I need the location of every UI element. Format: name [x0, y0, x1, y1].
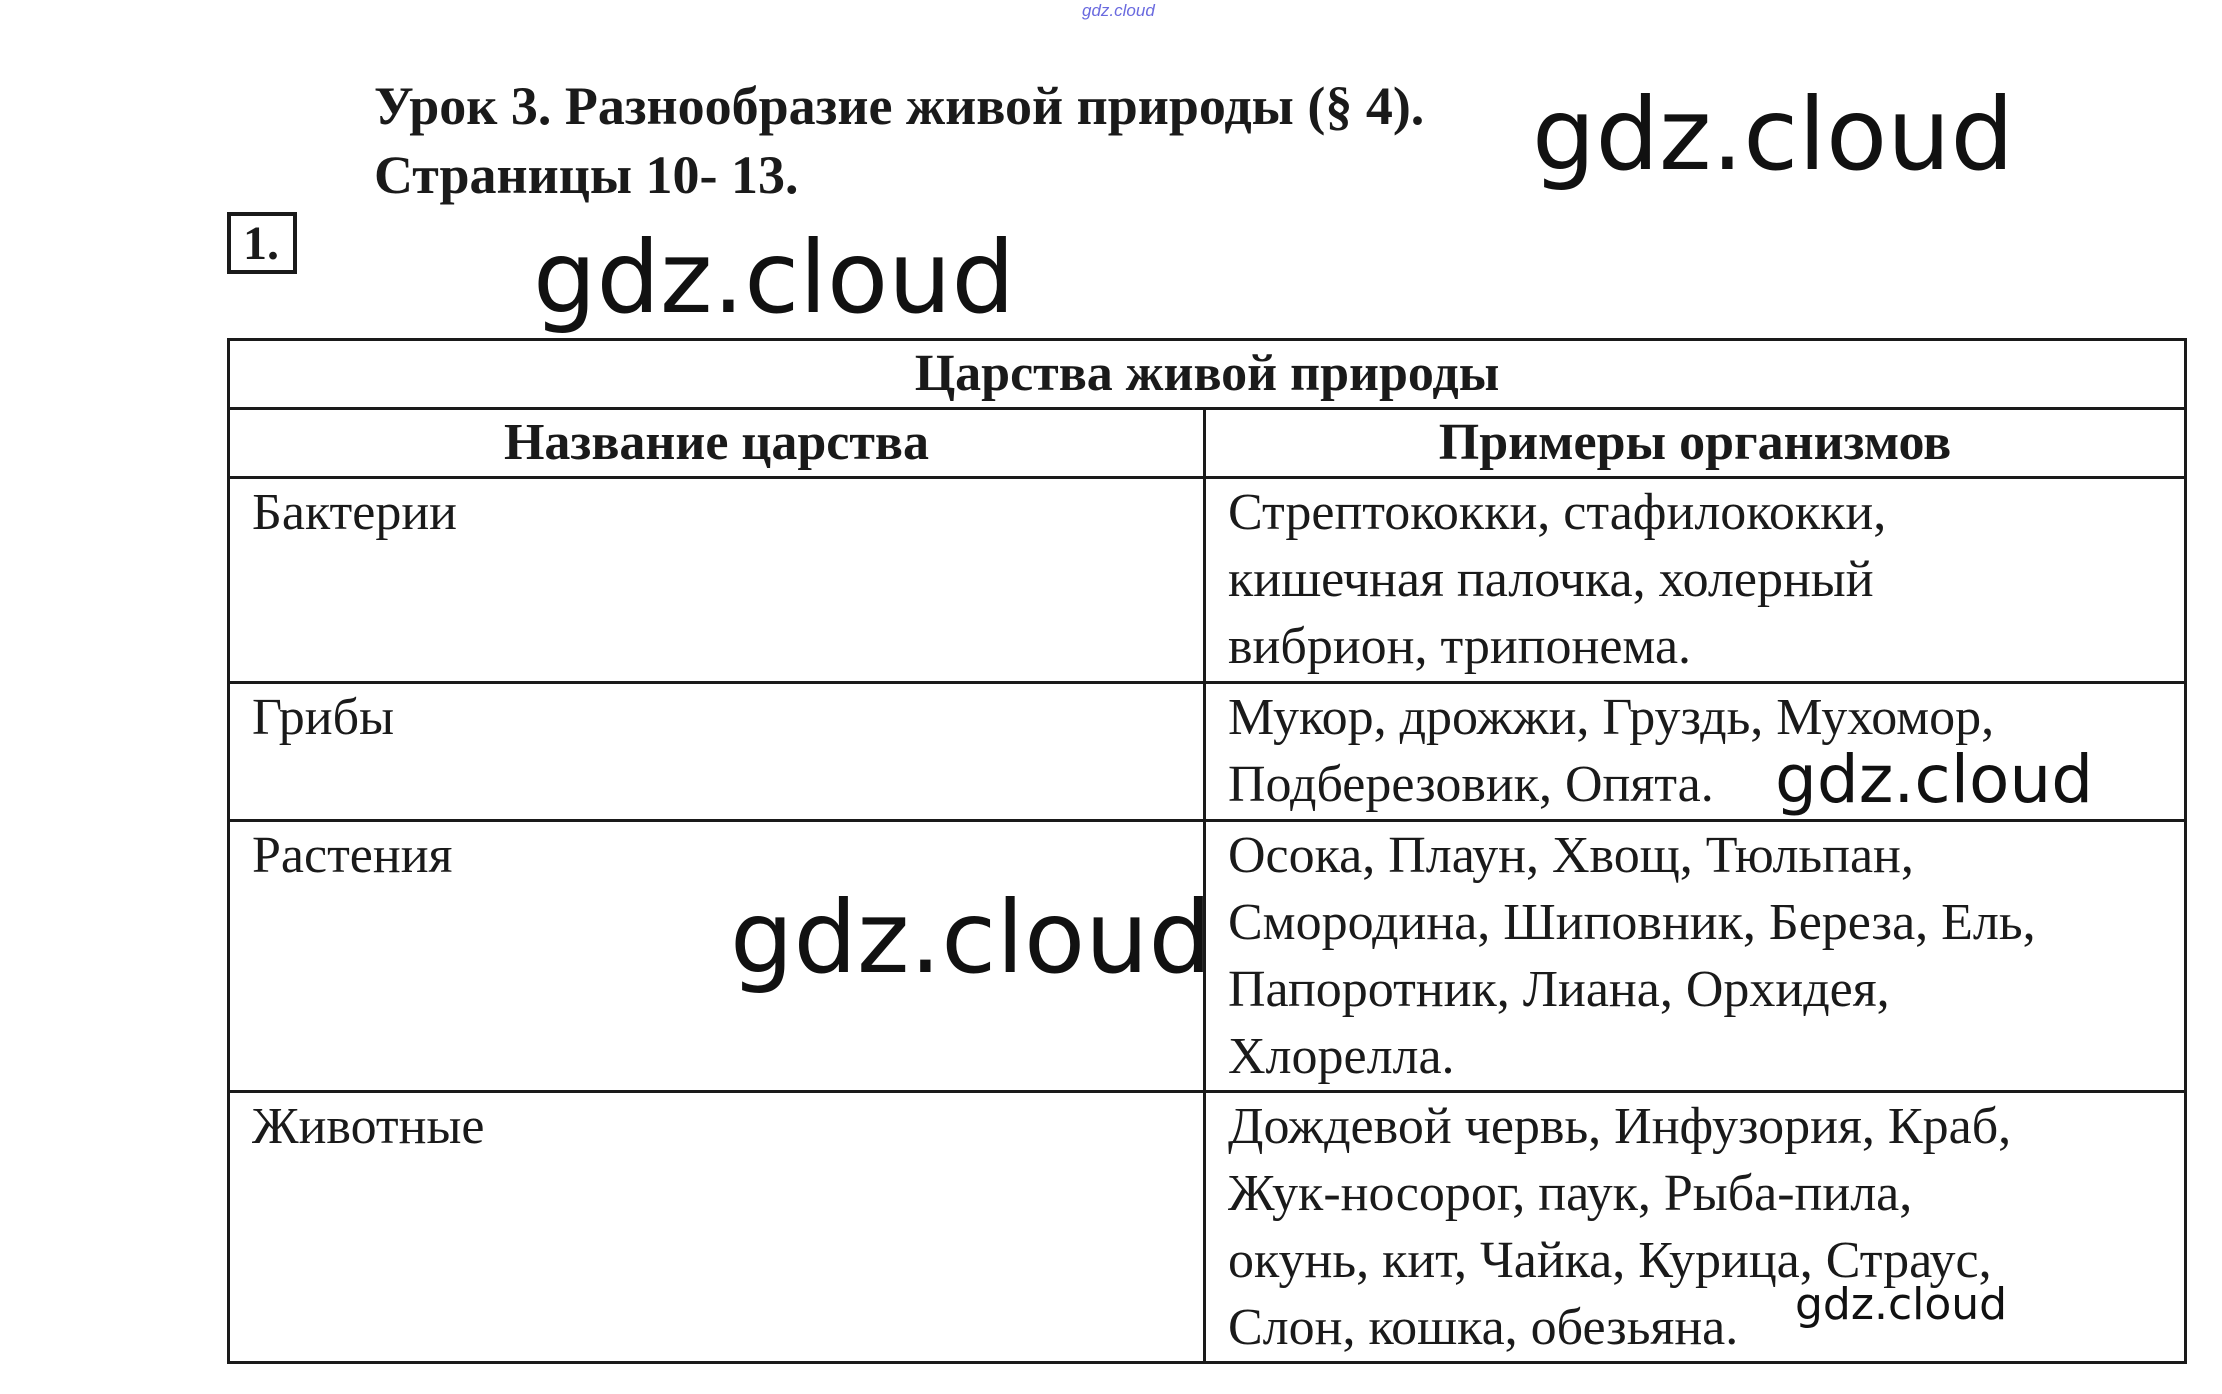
examples-line: Папоротник, Лиана, Орхидея, [1228, 961, 1890, 1018]
examples-cell [1205, 821, 2186, 1092]
watermark-text: gdz.cloud [1532, 76, 2015, 193]
examples-line: окунь, кит, Чайка, Курица, Страус, [1228, 1232, 1992, 1289]
examples-line: Слон, кошка, обезьяна. [1228, 1299, 1739, 1356]
table-title-row [229, 340, 2186, 409]
examples-line: Хлорелла. [1228, 1028, 1455, 1085]
examples-line: кишечная палочка, холерный [1228, 551, 1874, 608]
top-watermark-text: gdz.cloud [1082, 1, 1155, 20]
column-header-kingdom: Название царства [229, 409, 1205, 478]
examples-line: вибрион, трипонема. [1228, 618, 1692, 675]
lesson-title [374, 72, 1424, 210]
lesson-title-line-1: Урок 3. Разнообразие живой природы (§ 4). [374, 76, 1425, 136]
examples-line: Осока, Плаун, Хвощ, Тюльпан, [1228, 827, 1914, 884]
kingdom-name-cell: Растения [229, 821, 1205, 1092]
table-row [229, 478, 2186, 683]
examples-line: Мукор, дрожжи, Груздь, Мухомор, [1228, 689, 1995, 746]
lesson-pages-line: Страницы 10- 13. [374, 145, 799, 205]
kingdom-name-cell: Животные [229, 1092, 1205, 1363]
kingdoms-table [227, 338, 2187, 1364]
column-header-examples: Примеры организмов [1205, 409, 2186, 478]
table-header-row [229, 409, 2186, 478]
examples-cell [1205, 1092, 2186, 1363]
examples-line: Стрептококки, стафилококки, [1228, 484, 1887, 541]
table-title: Царства живой природы [229, 340, 2186, 409]
examples-line: Жук-носорог, паук, Рыба-пила, [1228, 1165, 1913, 1222]
watermark-text: gdz.cloud [730, 879, 1213, 996]
examples-line: Смородина, Шиповник, Береза, Ель, [1228, 894, 2036, 951]
examples-line: Подберезовик, Опята. [1228, 756, 1714, 813]
kingdom-name-cell: Грибы [229, 683, 1205, 821]
examples-line: Дождевой червь, Инфузория, Краб, [1228, 1098, 2012, 1155]
watermark-text: gdz.cloud [1795, 1279, 2008, 1330]
kingdom-name-cell: Бактерии [229, 478, 1205, 683]
watermark-text: gdz.cloud [533, 219, 1016, 336]
task-number-box: 1. [227, 212, 297, 274]
watermark-text: gdz.cloud [1775, 741, 2094, 818]
examples-cell [1205, 478, 2186, 683]
